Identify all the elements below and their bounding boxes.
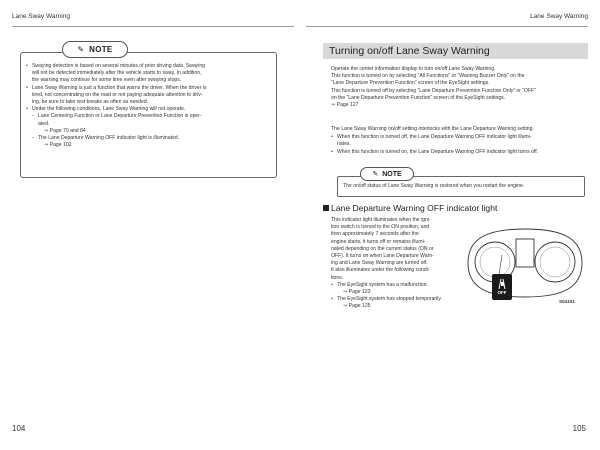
left-gauge-inner xyxy=(480,247,510,277)
note-line: ⇒ Page 70 and 84 xyxy=(44,127,86,134)
indicator-line: It also illuminates under the following condi- xyxy=(331,267,430,274)
left-page-number: 104 xyxy=(12,424,26,433)
indicator-off-text: OFF xyxy=(497,290,507,295)
indicator-line: This indicator light illuminates when the igni- xyxy=(331,217,431,223)
indicator-line: OFF). It turns on when Lane Departure Warn- xyxy=(331,253,434,260)
center-display xyxy=(516,239,534,267)
bullet-line: nates. xyxy=(337,141,351,148)
indicator-line: tion switch is turned to the ON position, and xyxy=(331,224,430,231)
condition-bullet xyxy=(331,282,461,296)
note-line: • Under the following conditions, Lane Sway Warning will not operate. xyxy=(32,106,186,113)
note-line: The Lane Departure Warning OFF indicator light is illuminated. xyxy=(38,135,180,142)
left-running-header: Lane Sway Warning xyxy=(12,13,70,20)
page-reference: ⇒ Page 125 xyxy=(343,303,371,310)
note-item xyxy=(26,135,271,142)
note-line: • Swaying detection is based on several minutes of prior driving data. Swaying xyxy=(32,63,205,69)
right-note-label: NOTE xyxy=(382,170,402,178)
bullet-line: • When this function is turned on, the Lane Departure Warning OFF indicator light turns off. xyxy=(337,148,539,155)
right-note-text: The on/off status of Lane Sway Warning is restored when you restart the engine. xyxy=(343,183,525,189)
interlock-paragraph xyxy=(331,126,583,156)
instruction-line: Operate the center information display to turn on/off Lane Sway Warning. xyxy=(331,66,496,72)
dash-marker: - xyxy=(32,135,34,142)
indicator-line: ing and Lane Sway Warning are turned off. xyxy=(331,260,428,267)
right-running-header: Lane Sway Warning xyxy=(530,13,588,20)
indicator-line: engine starts, it turns off or remains illumi- xyxy=(331,238,426,245)
condition-text: • The EyeSight system has a malfunction. xyxy=(337,281,428,288)
right-page-number: 105 xyxy=(572,424,586,433)
note-line: ⇒ Page 102 xyxy=(44,142,72,149)
right-gauge xyxy=(535,242,575,282)
note-item xyxy=(26,63,271,85)
instruction-line: on the “Lane Departure Prevention Function” screen of the EyeSight settings. xyxy=(331,94,506,101)
instruction-line: This function is turned off by selecting “Lane Departure Prevention Function Only” or “OFF” xyxy=(331,87,536,94)
note-line: tired, not concentrating on the road or not paying adequate attention to driv- xyxy=(32,91,203,98)
indicator-section-title: Lane Departure Warning OFF indicator light xyxy=(323,203,497,213)
note-line: the warning may continue for some time even after swaying stops. xyxy=(32,77,182,84)
bullet-line: • When this function is turned off, the Lane Departure Warning OFF indicator light illumi- xyxy=(337,134,532,141)
right-header-rule xyxy=(306,26,588,27)
figure-id: S04101 xyxy=(559,299,575,304)
left-note-tab xyxy=(62,41,128,58)
instruction-line: “Lane Departure Prevention Function” screen of the EyeSight settings. xyxy=(331,80,490,87)
instruction-line: This function is turned on by selecting “All Functions” or “Warning Buzzer Only” on the xyxy=(331,73,525,80)
condition-text: • The EyeSight system has stopped temporarily. xyxy=(337,296,442,303)
left-note-list xyxy=(26,63,271,149)
note-item xyxy=(26,106,271,113)
lane-departure-off-indicator xyxy=(492,274,512,300)
section-title: Turning on/off Lane Sway Warning xyxy=(323,43,588,59)
interlock-bullet xyxy=(331,134,583,148)
on-off-instructions xyxy=(331,66,581,109)
pencil-icon: ✎ xyxy=(372,170,379,178)
instruction-line: ⇒ Page 127 xyxy=(331,102,359,109)
interlock-bullet xyxy=(331,149,583,156)
note-line: Lane Centering Function or Lane Departure Prevention Function is oper- xyxy=(38,113,202,120)
note-item xyxy=(26,142,271,149)
right-note-tab xyxy=(360,167,414,181)
instrument-cluster-figure xyxy=(462,225,588,300)
note-line: ing, be sure to take rest breaks as often as needed. xyxy=(32,99,149,106)
callout-line xyxy=(499,255,502,275)
interlock-text: The Lane Sway Warning on/off setting interlocks with the Lane Departure Warning setting. xyxy=(331,126,534,132)
page-reference: ⇒ Page 123 xyxy=(343,289,371,296)
left-note-label: NOTE xyxy=(89,45,113,54)
dash-marker: - xyxy=(32,113,34,120)
note-line: will not be detected immediately after the vehicle starts to sway. In addition, xyxy=(32,70,202,77)
left-header-rule xyxy=(12,26,294,27)
note-item xyxy=(26,128,271,135)
note-line: ated. xyxy=(38,120,50,127)
indicator-line: nated depending on the current status (ON or xyxy=(331,245,434,252)
lane-departure-icon xyxy=(496,278,508,290)
right-gauge-inner xyxy=(540,247,570,277)
note-item xyxy=(26,85,271,107)
indicator-description xyxy=(331,217,461,311)
note-line: • Lane Sway Warning is just a function that warns the driver. When the driver is xyxy=(32,84,207,91)
indicator-line: then approximately 7 seconds after the xyxy=(331,231,419,238)
section-marker-icon xyxy=(323,205,329,211)
condition-bullet xyxy=(331,296,461,310)
pencil-icon: ✎ xyxy=(77,44,85,54)
note-item xyxy=(26,113,271,127)
indicator-line: tions. xyxy=(331,274,344,281)
